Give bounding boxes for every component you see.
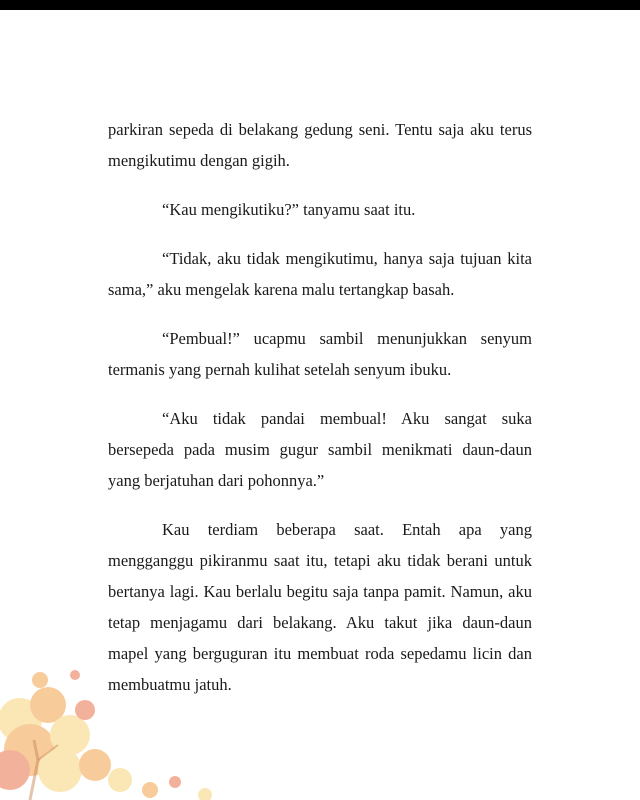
paragraph-dialogue-3: “Pembual!” ucapmu sambil menunjukkan senyum termanis yang pernah kulihat setelah senyum ibuku. [108, 329, 532, 379]
paragraph-continued: parkiran sepeda di belakang gedung seni. Tentu saja aku terus mengikutimu dengan gigih. [108, 120, 532, 170]
autumn-tree-illustration [0, 650, 230, 800]
top-bar [0, 0, 640, 10]
paragraph-dialogue-1: “Kau mengikutiku?” tanyamu saat itu. [162, 200, 416, 219]
paragraph-dialogue-4: “Aku tidak pandai membual! Aku sangat suka bersepeda pada musim gugur sambil menikmati daun-daun yang berjatuhan dari pohonnya.” [108, 409, 532, 490]
paragraph-dialogue-2: “Tidak, aku tidak mengikutimu, hanya saja tujuan kita sama,” aku mengelak karena malu tertangkap basah. [108, 249, 532, 299]
autumn-leaves-decoration [0, 650, 230, 800]
paragraph-narration: Kau terdiam beberapa saat. Entah apa yang mengganggu pikiranmu saat itu, tetapi aku tidak berani untuk bertanya lagi. Kau berlalu begitu saja tanpa pamit. Namun, aku tetap menjagamu dari belakang. Aku takut jika daun-daun mapel yang berguguran itu membuat roda sepedamu licin dan membuatmu jatuh. [108, 520, 532, 694]
book-page [108, 114, 532, 718]
